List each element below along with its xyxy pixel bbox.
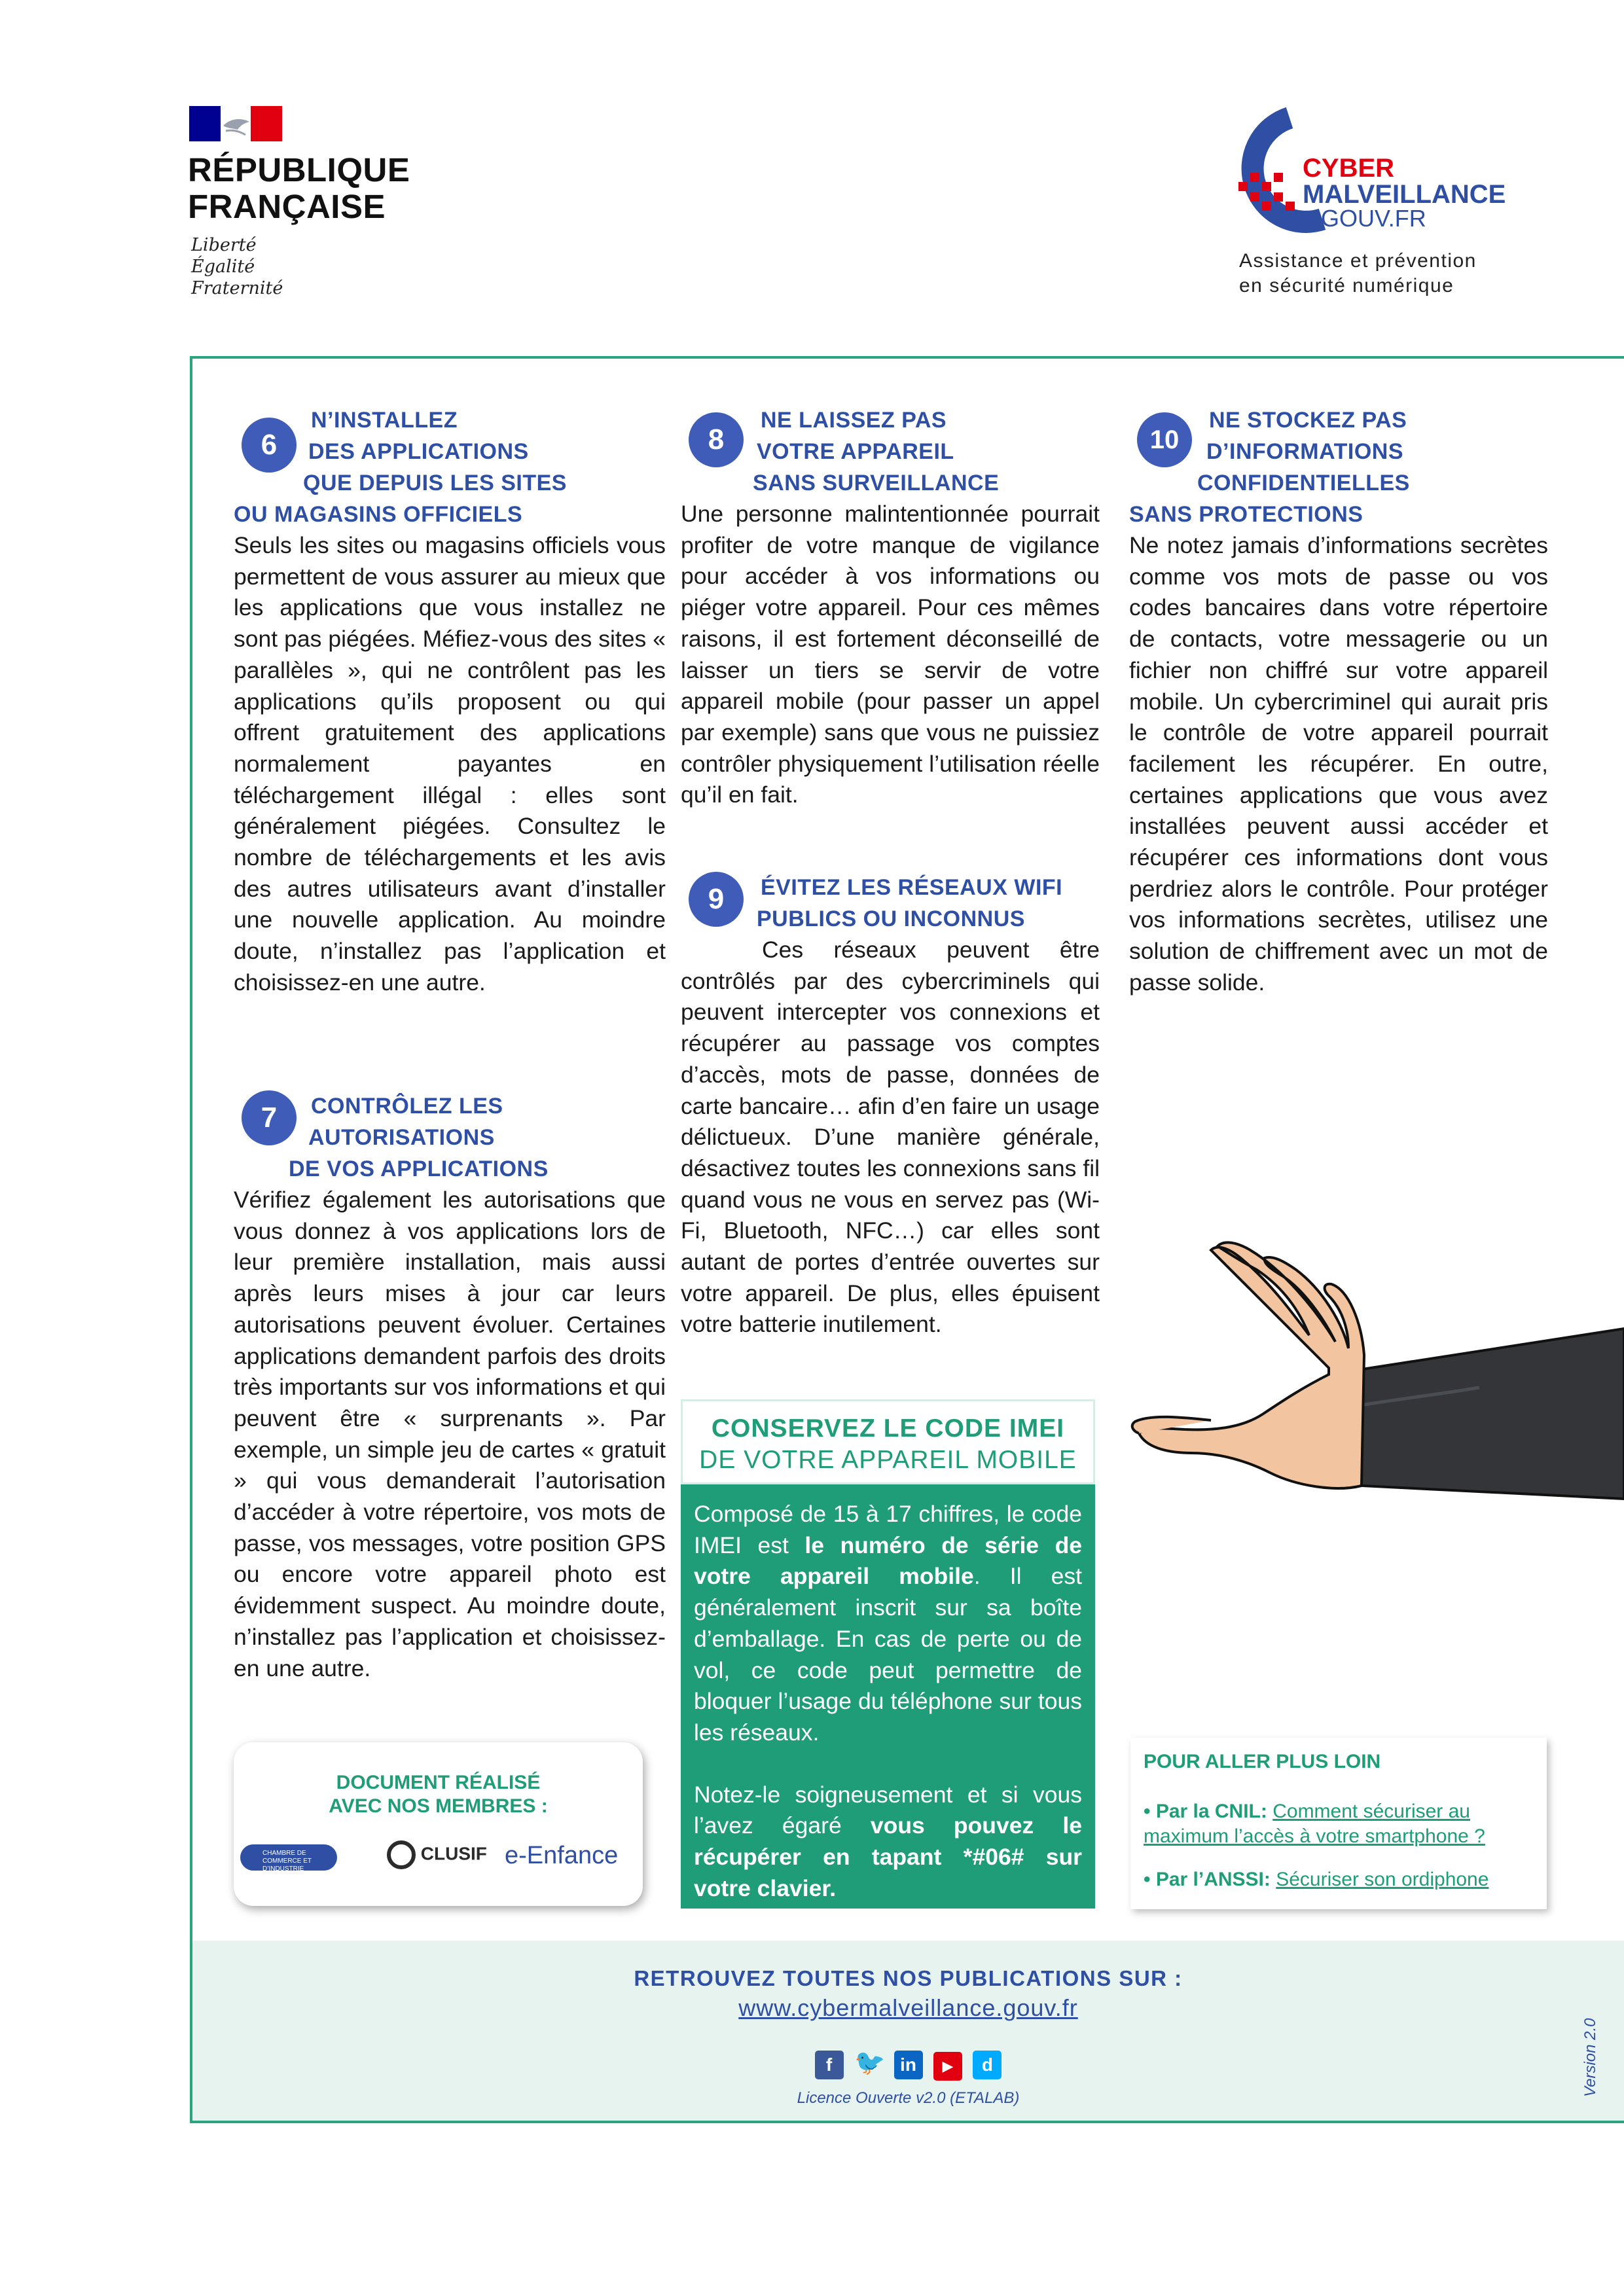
logo-cyber-word: CYBER (1303, 154, 1395, 183)
footer-license: Licence Ouverte v2.0 (ETALAB) (797, 2089, 1020, 2107)
section-9-number-badge: 9 (689, 872, 744, 927)
footer-website-link[interactable]: www.cybermalveillance.gouv.fr (738, 1994, 1078, 2021)
cybermalveillance-logo (1224, 105, 1525, 236)
clusif-logo: CLUSIF (387, 1840, 487, 1869)
members-title: DOCUMENT RÉALISÉ AVEC NOS MEMBRES : (329, 1772, 548, 1817)
linkedin-icon[interactable]: in (894, 2051, 923, 2079)
e-enfance-logo: e-Enfance (505, 1842, 619, 1869)
logo-gouv-word: .GOUV.FR (1314, 205, 1426, 232)
section-9-body: Ces réseaux peuvent être contrôlés par des cybercriminels qui peuvent intercepter vos connexions et récupérer au passage vos comptes d’accès, mots de passe, données de carte bancaire… afin d’en faire un usage délictueux. D’une manière générale, désactivez toutes les connexions sans fil quand vous ne vous en servez pas (Wi-Fi, Bluetooth, NFC…) car elles sont autant de portes d’entrée ouvertes sur votre appareil. De plus, elles épuisent votre batterie inutilement. (681, 937, 1100, 1338)
section-10-number-badge: 10 (1137, 412, 1192, 467)
cci-logo: CHAMBRE DE COMMERCE ET D’INDUSTRIE (240, 1844, 337, 1871)
youtube-icon[interactable]: ▶ (933, 2052, 962, 2081)
section-6 (234, 404, 666, 999)
anssi-link[interactable]: Sécuriser son ordiphone (1276, 1869, 1489, 1890)
imei-title-line1: CONSERVEZ LE CODE IMEI (711, 1414, 1065, 1443)
further-title: POUR ALLER PLUS LOIN (1144, 1751, 1381, 1772)
cybermalveillance-tagline: Assistance et prévention en sécurité numérique (1239, 250, 1477, 296)
section-8-body: Une personne malintentionnée pourrait profiter de votre manque de vigilance pour accéder à vos informations ou piéger votre appareil. Pour ces mêmes raisons, il est fortement déconseillé de laisser un tiers se servir de votre appareil mobile (pour passer un appel par exemple) sans que vous ne puissiez contrôler physiquement l’utilisation réelle qu’il en fait. (681, 501, 1100, 808)
section-10-body: Ne notez jamais d’informations secrètes comme vos mots de passe ou vos codes bancaires dans votre répertoire de contacts, votre messagerie ou un fichier non chiffré sur votre appareil mobile. Un cybercriminel qui aurait pris le contrôle de votre appareil pourrait facilement les récupérer. En outre, certaines applications que vous avez installées peuvent aussi accéder et récupérer ces informations dont vous perdriez alors le contrôle. Pour protéger vos informations secrètes, utilisez une solution de chiffrement avec un mot de passe solide. (1129, 532, 1548, 996)
further-reading-box (1130, 1738, 1547, 1909)
imei-paragraph-1: Composé de 15 à 17 chiffres, le code IMEI est le numéro de série de votre appareil mobile. Il est généralement inscrit sur sa boîte d’emballage. En cas de perte ou de vol, ce code peut permettre de bloquer l’usage du téléphone sur tous les réseaux. (694, 1501, 1082, 1746)
members-box (234, 1742, 643, 1906)
section-8 (681, 404, 1100, 811)
further-cnil: • Par la CNIL: Comment sécuriser au maximum l’accès à votre smartphone ? (1144, 1801, 1485, 1847)
section-10-title: NE STOCKEZ PAS D’INFORMATIONS CONFIDENTIELLES SANS PROTECTIONS (1129, 408, 1410, 527)
cnil-link[interactable]: Comment sécuriser au maximum l’accès à votre smartphone ? (1144, 1801, 1485, 1847)
section-6-body: Seuls les sites ou magasins officiels vous permettent de vous assurer au mieux que les applications que vous installez ne sont pas piégées. Méfiez-vous des sites « parallèles », qui ne contrôlent pas les applications qu’ils proposent ou qui offrent gratuitement des applications normalement payantes en téléchargement illégal : elles sont généralement piégées. Consultez le nombre de téléchargements et les avis des autres utilisateurs avant d’installer une nouvelle application. Au moindre doute, n’installez pas l’application et choisissez-en une autre. (234, 532, 666, 996)
section-8-title: NE LAISSEZ PAS VOTRE APPAREIL SANS SURVEILLANCE (753, 408, 1000, 495)
social-icons (192, 2049, 1624, 2081)
section-6-number-badge: 6 (242, 418, 297, 473)
imei-box-body (681, 1484, 1095, 1909)
twitter-icon[interactable]: 🐦 (854, 2049, 886, 2077)
marianne-flag-logo (189, 106, 282, 141)
republique-francaise-title: RÉPUBLIQUE FRANÇAISE (188, 151, 410, 225)
section-10 (1129, 404, 1548, 999)
footer-title: RETROUVEZ TOUTES NOS PUBLICATIONS SUR : (634, 1966, 1183, 1990)
section-8-number-badge: 8 (689, 412, 744, 467)
dailymotion-icon[interactable]: d (973, 2051, 1001, 2079)
republic-motto: Liberté Égalité Fraternité (191, 235, 283, 298)
hand-illustration (1021, 1237, 1624, 1538)
section-7-number-badge: 7 (242, 1090, 297, 1145)
imei-title-line2: DE VOTRE APPAREIL MOBILE (699, 1446, 1077, 1474)
footer-version: Version 2.0 (1581, 2018, 1599, 2097)
imei-paragraph-2: Notez-le soigneusement et si vous l’avez égaré vous pouvez le récupérer en tapant *#06# sur votre clavier. (694, 1781, 1082, 1901)
logo-malveillance-word: MALVEILLANCE (1303, 180, 1506, 209)
facebook-icon[interactable]: f (815, 2051, 844, 2079)
section-6-title: N’INSTALLEZ DES APPLICATIONS QUE DEPUIS LES SITES OU MAGASINS OFFICIELS (234, 408, 567, 527)
section-7-body: Vérifiez également les autorisations que vous donnez à vos applications lors de leur première installation, mais aussi après leurs mises à jour car leurs autorisations peuvent évoluer. Certaines applications demandent parfois des droits très importants sur vos informations et qui peuvent être « surprenants ». Par exemple, un simple jeu de cartes « gratuit » qui vous demanderait l’autorisation d’accéder à votre répertoire, vos mots de passe, vos messages, votre position GPS ou encore votre appareil photo est évidemment suspect. Au moindre doute, n’installez pas l’application et choisissez-en une autre. (234, 1187, 666, 1681)
further-anssi: • Par l’ANSSI: Sécuriser son ordiphone (1144, 1869, 1489, 1890)
section-7 (234, 1090, 666, 1684)
section-7-title: CONTRÔLEZ LES AUTORISATIONS DE VOS APPLICATIONS (289, 1094, 549, 1181)
section-9-title: ÉVITEZ LES RÉSEAUX WIFI PUBLICS OU INCONNUS (757, 875, 1063, 931)
